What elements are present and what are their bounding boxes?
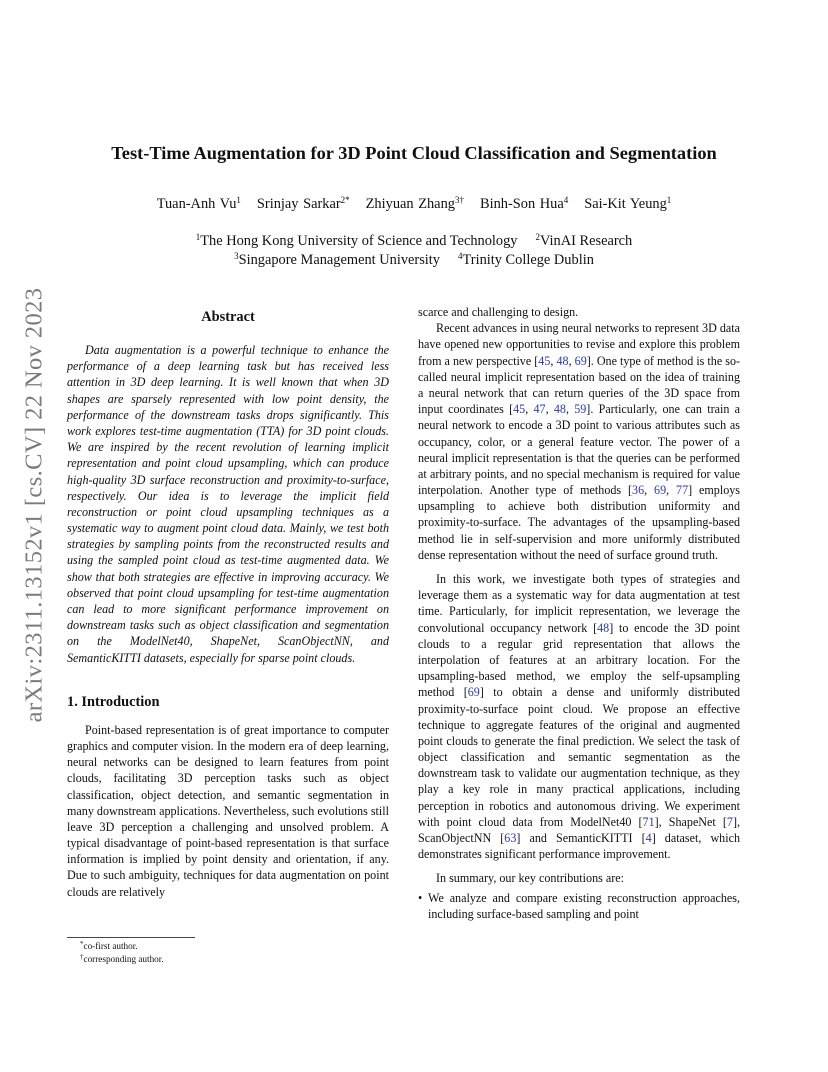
affiliation-mark: 1 (195, 232, 201, 242)
bullet-icon: • (418, 890, 423, 905)
citation-link[interactable]: 48 (556, 353, 569, 368)
author-affiliation-mark: 3† (454, 195, 464, 205)
affiliation-list (60, 232, 768, 270)
paragraph-neural-implicit: Recent advances in using neural networks to represent 3D data have opened new opportunities to revise and explore this problem from a new perspective [45, 48, 69]. One type of method is the so-called neural implicit representation based on the idea of training a neural network that can return queries of the 3D space from input coordinates [45, 47, 48, 59]. Particularly, one can train a neural network to encode a 3D point to various attributes such as occupancy, color, or a general feature vector. The power of a neural implicit representation is that the queries can be performed at arbitrary points, and no special mechanism is required for value interpolation. Another type of methods [36, 69, 77] employs upsampling to achieve both distribution uniformity and proximity-to-surface. The advantages of the upsampling-based method lie in self-supervision and more uniformly distributed dense representation without the need of surface ground truth. (418, 321, 741, 562)
affiliation-line (60, 232, 768, 251)
contributions-list (418, 890, 740, 922)
affiliation-name: The Hong Kong University of Science and Technology (200, 233, 518, 249)
affiliation (234, 252, 440, 268)
author-list (60, 195, 768, 213)
left-column (67, 308, 389, 900)
abstract-body: Data augmentation is a powerful technique to enhance the performance of a deep learning task but has received less attention in 3D deep learning. It is well known that when 3D shapes are sparsely represented with low point density, the performance of the downstream tasks drops significantly. This work explores test-time augmentation (TTA) for 3D point clouds. We are inspired by the recent revolution of learning implicit representation and point cloud upsampling, which can produce high-quality 3D surface reconstruction and proximity-to-surface, respectively. Our idea is to leverage the implicit field reconstruction or point cloud upsampling techniques as a systematic way to augment point cloud data. Mainly, we test both strategies by sampling points from the reconstructed results and using the sampled point cloud as test-time augmented data. We show that both strategies are effective in improving accuracy. We observed that point cloud upsampling for test-time augmentation can lead to more significant performance improvement on downstream tasks such as object classification and segmentation on the ModelNet40, ShapeNet, ScanObjectNN, and SemanticKITTI datasets, especially for sparse point clouds. (67, 343, 389, 665)
affiliation (458, 252, 594, 268)
citation-link[interactable]: 69 (467, 685, 480, 700)
footnote-text: co-first author. (83, 941, 138, 951)
affiliation (536, 233, 633, 249)
paper-title: Test-Time Augmentation for 3D Point Cloud Classification and Segmentation (111, 143, 717, 163)
introduction-heading: 1. Introduction (67, 693, 160, 710)
footnote-mark: † (80, 953, 84, 961)
footnote (80, 953, 164, 966)
author-affiliation-mark: 4 (563, 195, 569, 205)
author-affiliation-mark: 2* (340, 195, 350, 205)
author (257, 196, 350, 212)
affiliation-mark: 3 (234, 251, 239, 261)
continued-paragraph: scarce and challenging to design. (418, 305, 579, 319)
footnote (80, 940, 164, 953)
footnote-mark: * (80, 940, 84, 948)
author-affiliation-mark: 1 (236, 195, 241, 205)
arxiv-identifier-stamp (19, 280, 49, 730)
citation-link[interactable]: 69 (574, 353, 587, 368)
citation-link[interactable]: 48 (553, 402, 566, 417)
author (157, 196, 241, 212)
affiliation-name: Trinity College Dublin (462, 252, 594, 268)
citation-link[interactable]: 69 (654, 483, 667, 498)
affiliation-line (60, 251, 768, 270)
author (584, 196, 671, 212)
footnote-divider (67, 937, 195, 938)
citation-link[interactable]: 71 (642, 814, 655, 829)
affiliation-name: Singapore Management University (238, 252, 440, 268)
affiliation-name: VinAI Research (540, 233, 633, 249)
arxiv-identifier-text: arXiv:2311.13152v1 [cs.CV] 22 Nov 2023 (20, 287, 47, 723)
author (366, 196, 464, 212)
citation-link[interactable]: 47 (533, 402, 546, 417)
author (480, 196, 568, 212)
citation-link[interactable]: 4 (645, 831, 652, 845)
contributions-intro: In summary, our key contributions are: (436, 871, 624, 886)
citation-link[interactable]: 45 (513, 402, 526, 417)
citation-link[interactable]: 63 (504, 831, 517, 845)
introduction-paragraph: Point-based representation is of great importance to computer graphics and computer vision. In the modern era of deep learning, neural networks can be designed to learn features from point clouds, facilitating 3D perception tasks such as object classification, object detection, and semantic segmentation in many downstream applications. Nevertheless, such evolutions still leave 3D perception a challenging and unsolved problem. A typical disadvantage of point-based representation is that surface information is implied by point density and orientation, if any. Due to such ambiguity, techniques for data augmentation on point clouds are relatively (67, 722, 389, 899)
citation-link[interactable]: 77 (676, 483, 689, 498)
footnotes (80, 940, 164, 966)
citation-link[interactable]: 36 (632, 483, 645, 498)
paragraph-this-work: In this work, we investigate both types of strategies and leverage them as a systematic way for data augmentation at test time. Particularly, for implicit representation, we leverage the convolutional occupancy network [48] to encode the 3D point clouds to a regular grid representation that allows the interpolation of features at an arbitrary location. For the upsampling-based method, we employ the self-upsampling method [69] to obtain a dense and uniformly distributed proximity-to-surface point cloud. We propose an effective technique to aggregate features of the original and augmented point clouds to generate the final prediction. We select the task of object classification and semantic segmentation as the downstream task to validate our augmentation technique, as they play a key role in many practical applications, including perception in robotics and autonomous driving. We experiment with point cloud data from ModelNet40 [71], ShapeNet [7], ScanObjectNN [63] and SemanticKITTI [4] dataset, which demonstrates significant performance improvement. (418, 572, 741, 862)
citation-link[interactable]: 48 (597, 620, 610, 635)
author-name: Tuan-Anh Vu (156, 196, 237, 212)
author-name: Zhiyuan Zhang (365, 196, 455, 212)
contribution-item (418, 890, 740, 922)
author-name: Sai-Kit Yeung (584, 196, 667, 212)
affiliation-mark: 4 (458, 251, 463, 261)
author-name: Binh-Son Hua (479, 196, 564, 212)
abstract-heading: Abstract (201, 309, 255, 325)
footnote-text: corresponding author. (83, 954, 164, 964)
affiliation (196, 233, 518, 249)
citation-link[interactable]: 45 (538, 353, 551, 368)
citation-link[interactable]: 7 (726, 814, 733, 829)
affiliation-mark: 2 (535, 232, 540, 242)
citation-link[interactable]: 59 (574, 402, 587, 417)
author-affiliation-mark: 1 (666, 195, 672, 205)
right-column (418, 304, 740, 922)
contribution-text: We analyze and compare existing reconstruction approaches, including surface-based sampling and point (428, 890, 740, 921)
author-name: Srinjay Sarkar (256, 196, 341, 212)
